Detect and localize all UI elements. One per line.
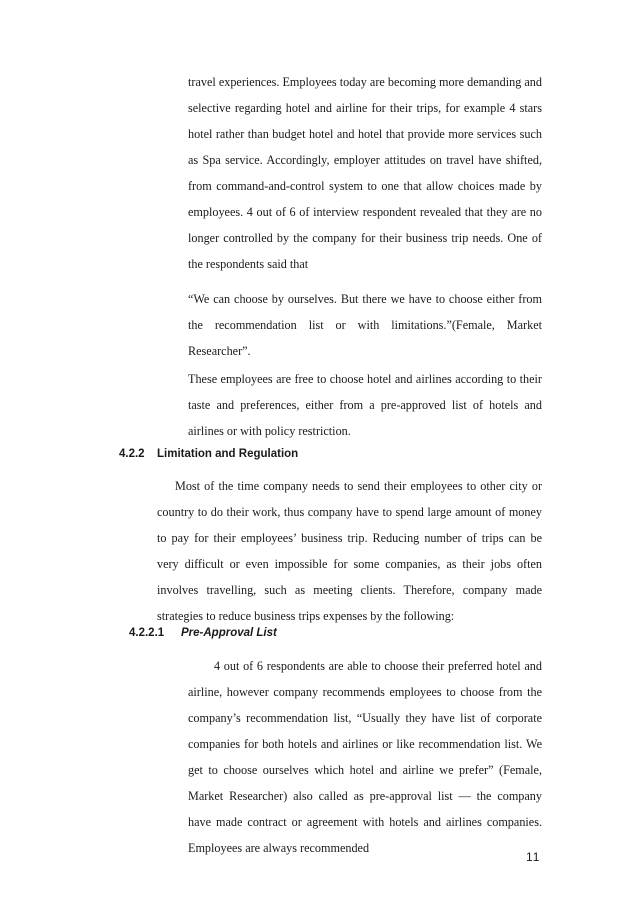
- body-paragraph-travel-experiences: travel experiences. Employees today are becoming more demanding and selective regarding hotel and airline for their trips, for example 4 stars hotel rather than budget hotel and hotel that provide more services such as Spa service. Accordingly, employer attitudes on travel have shifted, from command-and-control system to one that allow choices made by employees. 4 out of 6 of interview respondent revealed that they are no longer controlled by the company for their business trip needs. One of the respondents said that: [188, 75, 542, 271]
- body-paragraph-free-to-choose: These employees are free to choose hotel and airlines according to their taste and preferences, either from a pre-approved list of hotels and airlines or with policy restriction.: [188, 372, 542, 438]
- quote-paragraph: “We can choose by ourselves. But there we have to choose either from the recommendation list or with limitations.”(Female, Market Researcher”.: [188, 292, 542, 358]
- subsection-number: 4.2.2.1: [129, 627, 165, 639]
- subsection-title: Pre-Approval List: [181, 627, 277, 639]
- body-paragraph-pre-approval: 4 out of 6 respondents are able to choose their preferred hotel and airline, however company recommends employees to choose from the company’s recommendation list, “Usually they have list of corporate companies for both hotels and airlines or like recommendation list. We get to choose ourselves which hotel and airline we prefer” (Female, Market Researcher) also called as pre-approval list — the company have made contract or agreement with hotels and airlines companies. Employees are always recommended: [188, 659, 542, 855]
- body-paragraph-business-trips: Most of the time company needs to send their employees to other city or country to do their work, thus company have to spend large amount of money to pay for their employees’ business trip. Reducing number of trips can be very difficult or even impossible for some companies, as their jobs often involves travelling, such as meeting clients. Therefore, company made strategies to reduce business trips expenses by the following:: [157, 479, 542, 623]
- section-heading-limitation: [119, 448, 298, 460]
- subsection-heading-pre-approval: [129, 627, 277, 639]
- section-title: Limitation and Regulation: [157, 448, 299, 460]
- page-number: 11: [526, 850, 541, 864]
- section-number: 4.2.2: [119, 448, 145, 460]
